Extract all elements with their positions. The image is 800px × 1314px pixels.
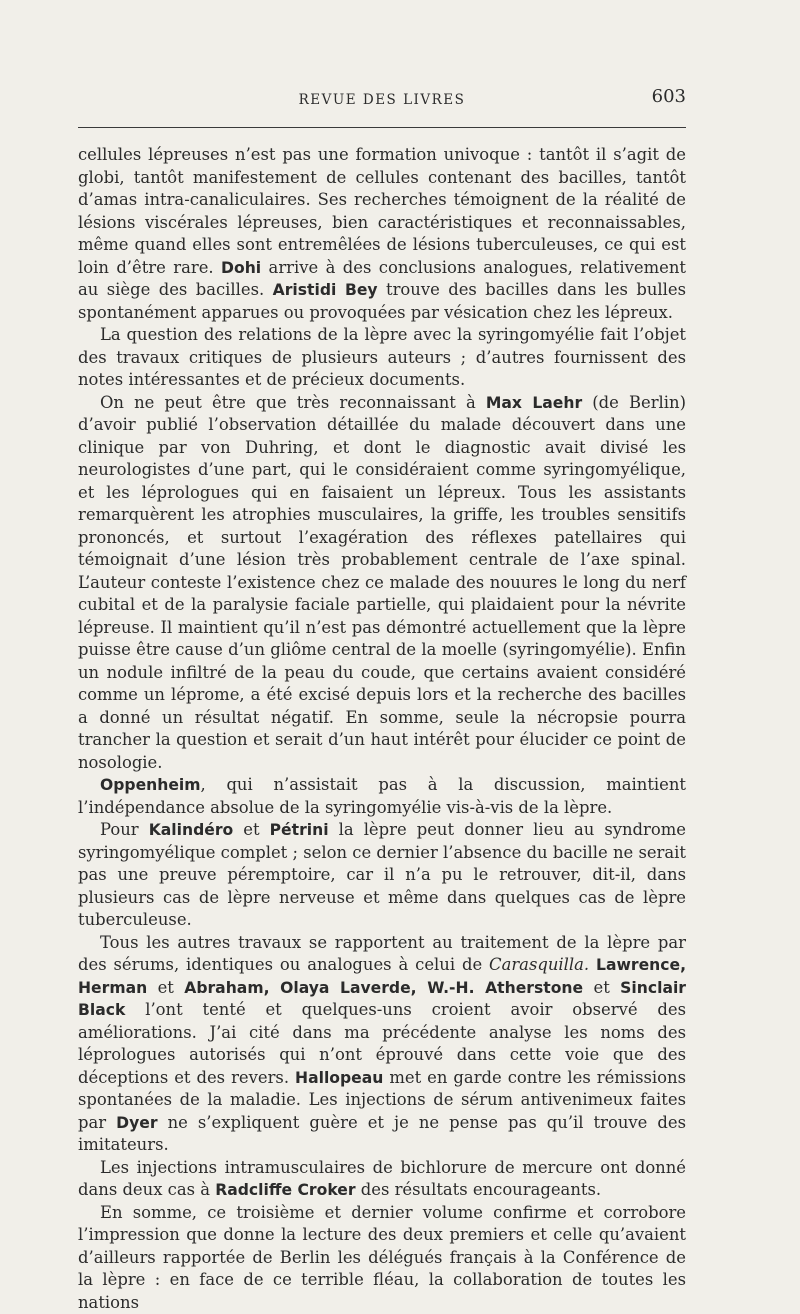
text-run: ne s’expliquent guère et je ne pense pas qu’il trouve des imitateurs. xyxy=(78,1113,686,1155)
paragraph xyxy=(78,819,686,932)
text-run: l’ont tenté et quelques-uns croient avoir observé des améliorations. J’ai cité dans ma précédente analyse les noms des léprologues autorisés qui n’ont éprouvé dans cette voie que des déceptions et des revers. xyxy=(78,1000,686,1087)
author-name: Sinclair Black xyxy=(78,979,686,1020)
author-name: Lawrence, Herman xyxy=(78,956,686,997)
text-run xyxy=(589,955,596,974)
paragraph xyxy=(78,932,686,1157)
author-name: Abraham, Olaya Laverde, W.-H. Atherstone xyxy=(184,979,583,997)
italic-term: Carasquilla. xyxy=(489,955,589,974)
page-number: 603 xyxy=(652,86,686,107)
text-run: La question des relations de la lèpre avec la syringomyélie fait l’objet des travaux critiques de plusieurs auteurs ; d’autres fournissent des notes intéressantes et de précieux documents. xyxy=(78,325,686,389)
paragraph xyxy=(78,144,686,324)
running-title: REVUE DES LIVRES xyxy=(78,92,686,108)
running-header xyxy=(78,86,686,114)
body-text xyxy=(78,144,686,1314)
paragraph xyxy=(78,1202,686,1314)
author-name: Hallopeau xyxy=(295,1069,383,1087)
text-run: et xyxy=(233,820,269,839)
author-name: Pétrini xyxy=(270,821,329,839)
author-name: Aristidi Bey xyxy=(273,281,378,299)
text-run: et xyxy=(583,978,620,997)
text-run: On ne peut être que très reconnaissant à xyxy=(100,393,486,412)
text-run: cellules lépreuses n’est pas une formation univoque : tantôt il s’agit de globi, tantôt manifestement de cellules contenant des bacilles, tantôt d’amas intra-canaliculaires. Ses recherches témoignent de la réalité de lésions viscérales lépreuses, bien caractéristiques et reconnaissables, même quand elles sont entremêlées de lésions tuberculeuses, ce qui est loin d’être rare. xyxy=(78,145,686,277)
text-run: (de Berlin) d’avoir publié l’observation détaillée du malade découvert dans une clinique par von Duhring, et dont le diagnostic avait divisé les neurologistes d’une part, qui le considéraient comme syringomyélique, et les léprologues qui en faisaient un lépreux. Tous les assistants remarquèrent les atrophies musculaires, la griffe, les troubles sensitifs prononcés, et surtout l’exagération des réflexes patellaires qui témoignait d’une lésion très probablement centrale de l’axe spinal. L’auteur conteste l’existence chez ce malade des nouures le long du nerf cubital et de la paralysie faciale partielle, qui plaidaient pour la névrite lépreuse. Il maintient qu’il n’est pas démontré actuellement que la lèpre puisse être cause d’un gliôme central de la moelle (syringomyélie). Enfin un nodule infiltré de la peau du coude, que certains avaient considéré comme un lépromе, a été excisé depuis lors et la recherche des bacilles a donné un résultat négatif. En somme, seule la nécropsie pourra trancher la question et serait d’un haut intérêt pour élucider ce point de nosologie. xyxy=(78,393,686,772)
author-name: Kalindéro xyxy=(149,821,234,839)
text-run: Les injections intramusculaires de bichlorure de mercure ont donné dans deux cas à xyxy=(78,1158,686,1200)
text-run: des résultats encourageants. xyxy=(356,1180,602,1199)
text-run: Pour xyxy=(100,820,149,839)
text-run: met en garde contre les rémissions spontanées de la maladie. Les injections de sérum antivenimeux faites par xyxy=(78,1068,686,1132)
author-name: Radcliffe Croker xyxy=(215,1181,355,1199)
text-run: arrive à des conclusions analogues, relativement au siège des bacilles. xyxy=(78,258,686,300)
author-name: Max Laehr xyxy=(486,394,582,412)
author-name: Dyer xyxy=(116,1114,157,1132)
text-run: la lèpre peut donner lieu au syndrome syringomyélique complet ; selon ce dernier l’absence du bacille ne serait pas une preuve péremptoire, car il n’a pu le retrouver, dit-il, dans plusieurs cas de lèpre nerveuse et même dans quelques cas de lèpre tuberculeuse. xyxy=(78,820,686,929)
author-name: Oppenheim xyxy=(100,776,201,794)
paragraph xyxy=(78,1157,686,1202)
paragraph xyxy=(78,774,686,819)
author-name: Dohi xyxy=(221,259,261,277)
header-rule xyxy=(78,127,686,128)
text-run: et xyxy=(147,978,184,997)
paragraph xyxy=(78,392,686,775)
text-run: trouve des bacilles dans les bulles spontanément apparues ou provoquées par vésication chez les lépreux. xyxy=(78,280,686,322)
text-run: Tous les autres travaux se rapportent au traitement de la lèpre par des sérums, identiques ou analogues à celui de xyxy=(78,933,686,975)
paragraph xyxy=(78,324,686,392)
text-run: , qui n’assistait pas à la discussion, maintient l’indépendance absolue de la syringomyélie vis-à-vis de la lèpre. xyxy=(78,775,686,817)
text-run: En somme, ce troisième et dernier volume confirme et corrobore l’impression que donne la lecture des deux premiers et celle qu’avaient d’ailleurs rapportée de Berlin les délégués français à la Conférence de la lèpre : en face de ce terrible fléau, la collaboration de toutes les nations xyxy=(78,1203,686,1312)
